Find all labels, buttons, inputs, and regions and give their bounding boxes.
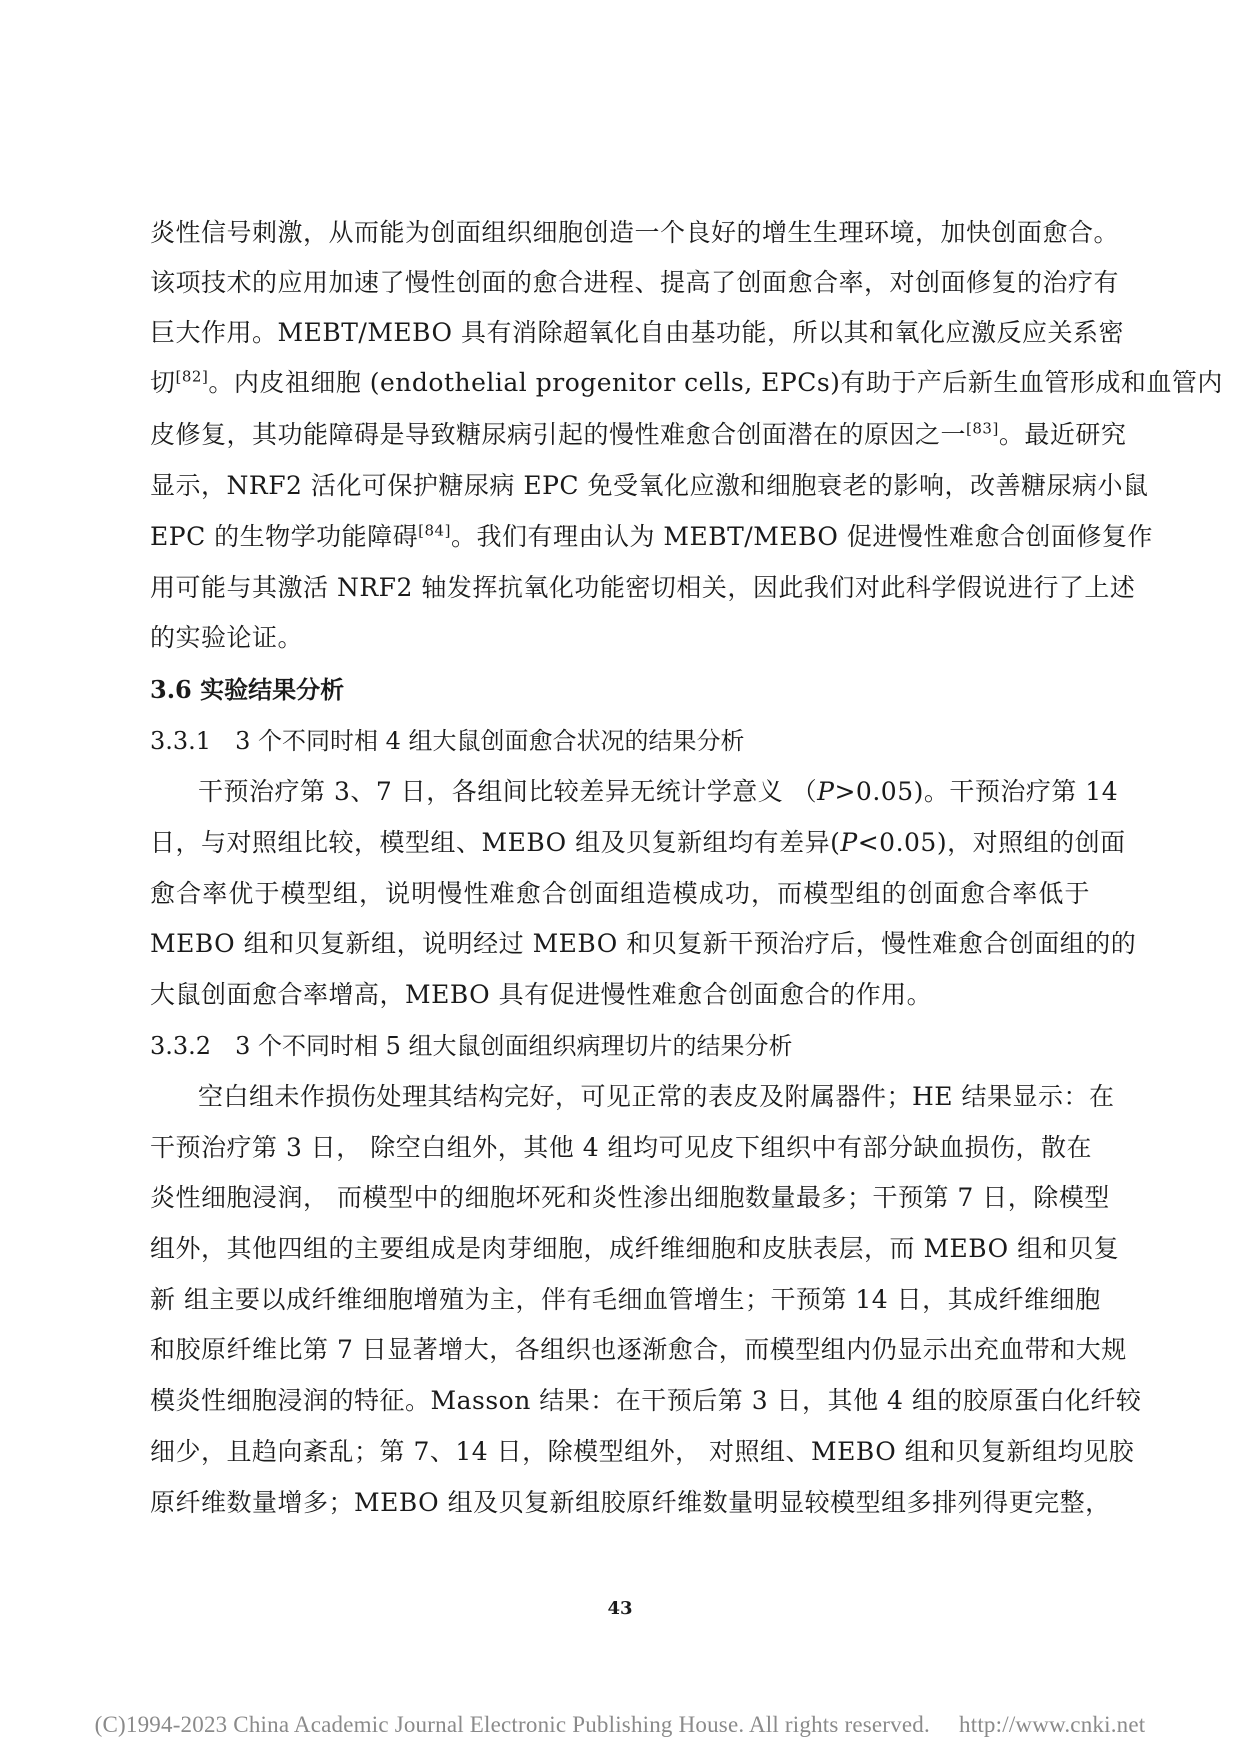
text: 用可能与其激活 NRF2 轴发挥抗氧化功能密切相关，因此我们对此科学假说进行了上述	[150, 573, 1136, 602]
text: 。我们有理由认为 MEBT/MEBO 促进慢性难愈合创面修复作	[450, 522, 1153, 551]
body-line	[150, 268, 1120, 298]
text: 细少，且趋向紊乱；第 7、14 日，除模型组外， 对照组、MEBO 组和贝复新组均见胶	[150, 1437, 1135, 1466]
body-line	[150, 471, 1149, 501]
body-line	[150, 1183, 1110, 1213]
text: 巨大作用。MEBT/MEBO 具有消除超氧化自由基功能，所以其和氧化应激反应关系密	[150, 318, 1124, 347]
section-heading: 3.6 实验结果分析	[150, 675, 345, 704]
p-symbol: P	[840, 828, 858, 857]
body-line	[150, 1386, 1142, 1416]
body-line	[150, 980, 1090, 1010]
body-line	[150, 573, 1136, 603]
text: 日，与对照组比较，模型组、MEBO 组及贝复新组均有差异(	[150, 828, 841, 857]
text: EPC 的生物学功能障碍	[150, 522, 419, 551]
text: 新 组主要以成纤维细胞增殖为主，伴有毛细血管增生；干预第 14 日，其成纤维细胞	[150, 1285, 1101, 1314]
body-line	[150, 828, 1126, 858]
text: 显示，NRF2 活化可保护糖尿病 EPC 免受氧化应激和细胞衰老的影响，改善糖尿病小鼠	[150, 471, 1149, 500]
copyright-footer: (C)1994-2023 China Academic Journal Electronic Publishing House. All rights reserved. http://www.cnki.net	[94, 1712, 1146, 1737]
text: 干预治疗第 3 日， 除空白组外，其他 4 组均可见皮下组织中有部分缺血损伤，散在	[150, 1133, 1093, 1162]
citation-ref: [83]	[966, 419, 999, 438]
body-line	[150, 929, 1137, 959]
text: <0.05)，对照组的创面	[857, 828, 1126, 857]
body-line	[150, 218, 1120, 248]
body-line	[198, 1082, 1115, 1112]
text: 组外，其他四组的主要组成是肉芽细胞，成纤维细胞和皮肤表层，而 MEBO 组和贝复	[150, 1234, 1120, 1263]
body-line	[150, 318, 1124, 348]
citation-ref: [82]	[175, 367, 209, 386]
body-line	[198, 777, 1119, 807]
body-line	[150, 879, 1090, 909]
body-line	[150, 1285, 1101, 1315]
text: 干预治疗第 3、7 日，各组间比较差异无统计学意义 （	[198, 777, 818, 806]
citation-ref: [84]	[418, 521, 451, 540]
body-line	[150, 367, 1223, 398]
body-line	[150, 1437, 1135, 1467]
body-line	[150, 1335, 1127, 1365]
p-symbol: P	[817, 777, 835, 806]
body-line	[150, 1488, 1111, 1518]
text: 切	[150, 368, 176, 397]
text: 原纤维数量增多；MEBO 组及贝复新组胶原纤维数量明显较模型组多排列得更完整，	[150, 1488, 1111, 1517]
text: 。内皮祖细胞 (endothelial progenitor cells, EPCs)有助于产后新生血管形成和血管内	[208, 368, 1223, 397]
body-line	[150, 1133, 1093, 1163]
text: 模炎性细胞浸润的特征。Masson 结果：在干预后第 3 日，其他 4 组的胶原蛋白化纤较	[150, 1386, 1142, 1415]
text: 大鼠创面愈合率增高，MEBO 具有促进慢性难愈合创面愈合的作用。	[150, 980, 933, 1009]
text: 愈合率优于模型组，说明慢性难愈合创面组造模成功，而模型组的创面愈合率低于	[150, 879, 1090, 908]
subsection-heading: 3.3.2 3 个不同时相 5 组大鼠创面组织病理切片的结果分析	[150, 1032, 793, 1060]
page-number: 43	[607, 1598, 633, 1619]
text: 。最近研究	[998, 420, 1127, 449]
subsection-heading: 3.3.1 3 个不同时相 4 组大鼠创面愈合状况的结果分析	[150, 727, 745, 755]
text: MEBO 组和贝复新组，说明经过 MEBO 和贝复新干预治疗后，慢性难愈合创面组的的	[150, 929, 1137, 958]
text: 空白组未作损伤处理其结构完好，可见正常的表皮及附属器件；HE 结果显示：在	[198, 1082, 1115, 1111]
text: 皮修复，其功能障碍是导致糖尿病引起的慢性难愈合创面潜在的原因之一	[150, 420, 967, 449]
text: 该项技术的应用加速了慢性创面的愈合进程、提高了创面愈合率，对创面修复的治疗有	[150, 268, 1120, 297]
body-line	[150, 1234, 1120, 1264]
body-line	[150, 521, 1153, 552]
body-line	[150, 419, 1127, 450]
text: >0.05)。干预治疗第 14	[834, 777, 1119, 806]
text: 和胶原纤维比第 7 日显著增大，各组织也逐渐愈合，而模型组内仍显示出充血带和大规	[150, 1335, 1127, 1364]
text: 的实验论证。	[150, 623, 304, 652]
text: 炎性信号刺激，从而能为创面组织细胞创造一个良好的增生生理环境，加快创面愈合。	[150, 218, 1120, 247]
text: 炎性细胞浸润， 而模型中的细胞坏死和炎性渗出细胞数量最多；干预第 7 日，除模型	[150, 1183, 1110, 1212]
body-line	[150, 623, 1090, 653]
